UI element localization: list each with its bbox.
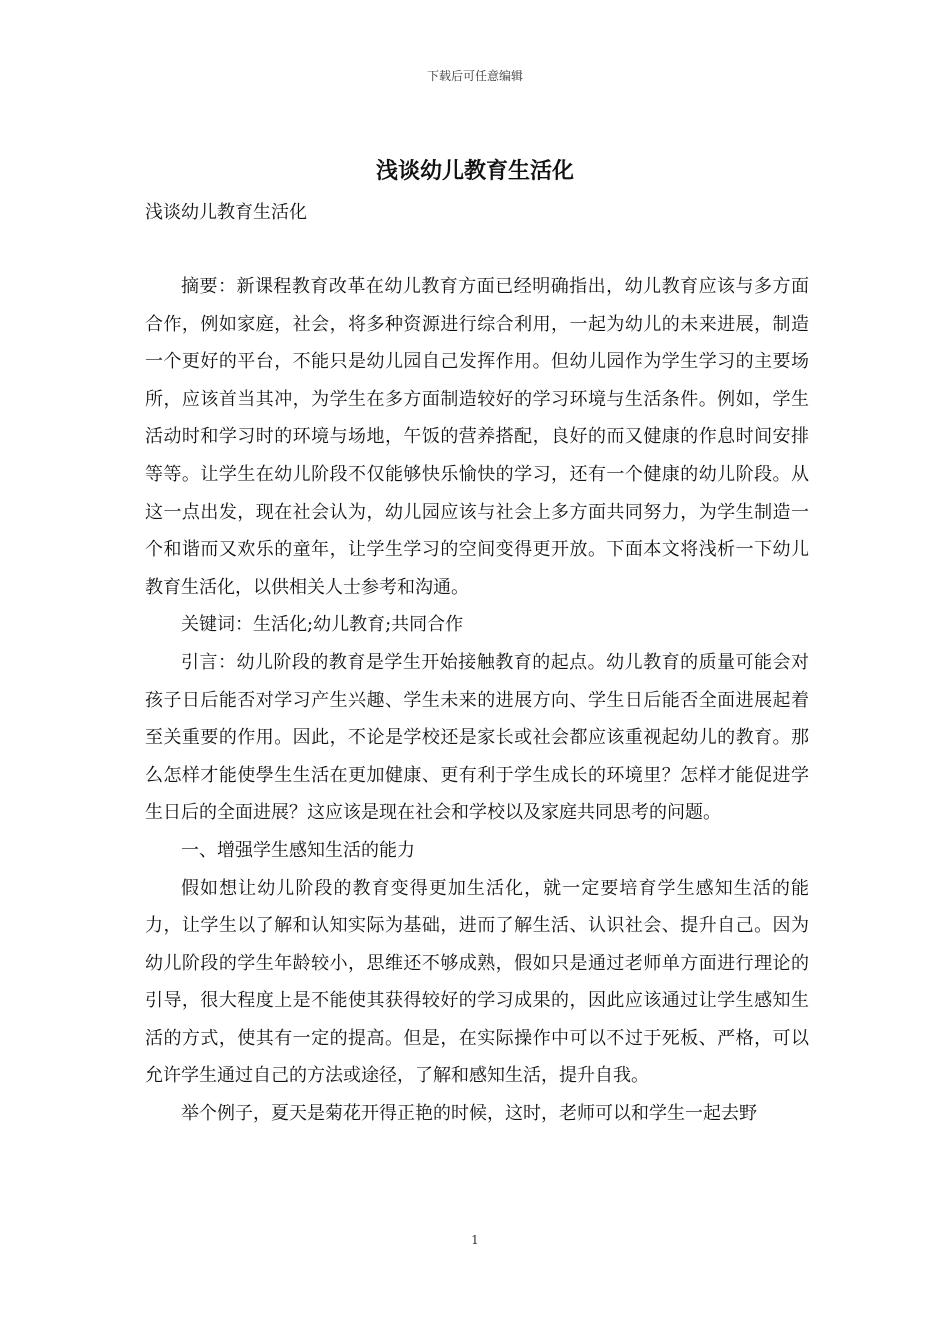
abstract-paragraph: 摘要：新课程教育改革在幼儿教育方面已经明确指出，幼儿教育应该与多方面合作，例如家庭，社会，将多种资源进行综合利用，一起为幼儿的未来进展，制造一个更好的平台，不能只是幼儿园自己发挥作用。但幼儿园作为学生学习的主要场所，应该首当其冲，为学生在多方面制造较好的学习环境与生活条件。例如，学生活动时和学习时的环境与场地，午饭的营养搭配，良好的而又健康的作息时间安排等等。让学生在幼儿阶段不仅能够快乐愉快的学习，还有一个健康的幼儿阶段。从这一点出发，现在社会认为，幼儿园应该与社会上多方面共同努力，为学生制造一个和谐而又欢乐的童年，让学生学习的空间变得更开放。下面本文将浅析一下幼儿教育生活化，以供相关人士参考和沟通。	[145, 276, 809, 598]
body-paragraph: 举个例子，夏天是菊花开得正艳的时候，这时，老师可以和学生一起去野	[181, 1103, 757, 1125]
page-header: 下载后可任意编辑	[426, 69, 523, 83]
document-title: 浅谈幼儿教育生活化	[375, 158, 574, 184]
introduction-paragraph: 引言：幼儿阶段的教育是学生开始接触教育的起点。幼儿教育的质量可能会对孩子日后能否对学习产生兴趣、学生未来的进展方向、学生日后能否全面进展起着至关重要的作用。因此，不论是学校还是家长或社会都应该重视起幼儿的教育。那么怎样才能使學生生活在更加健康、更有利于学生成长的环境里？怎样才能促进学生日后的全面进展？这应该是现在社会和学校以及家庭共同思考的问题。	[145, 651, 809, 824]
document-subtitle: 浅谈幼儿教育生活化	[145, 202, 307, 223]
document-body	[145, 268, 809, 1133]
section-heading: 一、增强学生感知生活的能力	[181, 839, 415, 861]
body-paragraph: 假如想让幼儿阶段的教育变得更加生活化，就一定要培育学生感知生活的能力，让学生以了解和认知实际为基础，进而了解生活、认识社会、提升自己。因为幼儿阶段的学生年龄较小，思维还不够成熟，假如只是通过老师单方面进行理论的引导，很大程度上是不能使其获得较好的学习成果的，因此应该通过让学生感知生活的方式，使其有一定的提高。但是，在实际操作中可以不过于死板、严格，可以允许学生通过自己的方法或途径，了解和感知生活，提升自我。	[145, 877, 809, 1087]
page-number: 1	[471, 1233, 479, 1247]
keywords-paragraph: 关键词：生活化;幼儿教育;共同合作	[181, 614, 464, 636]
